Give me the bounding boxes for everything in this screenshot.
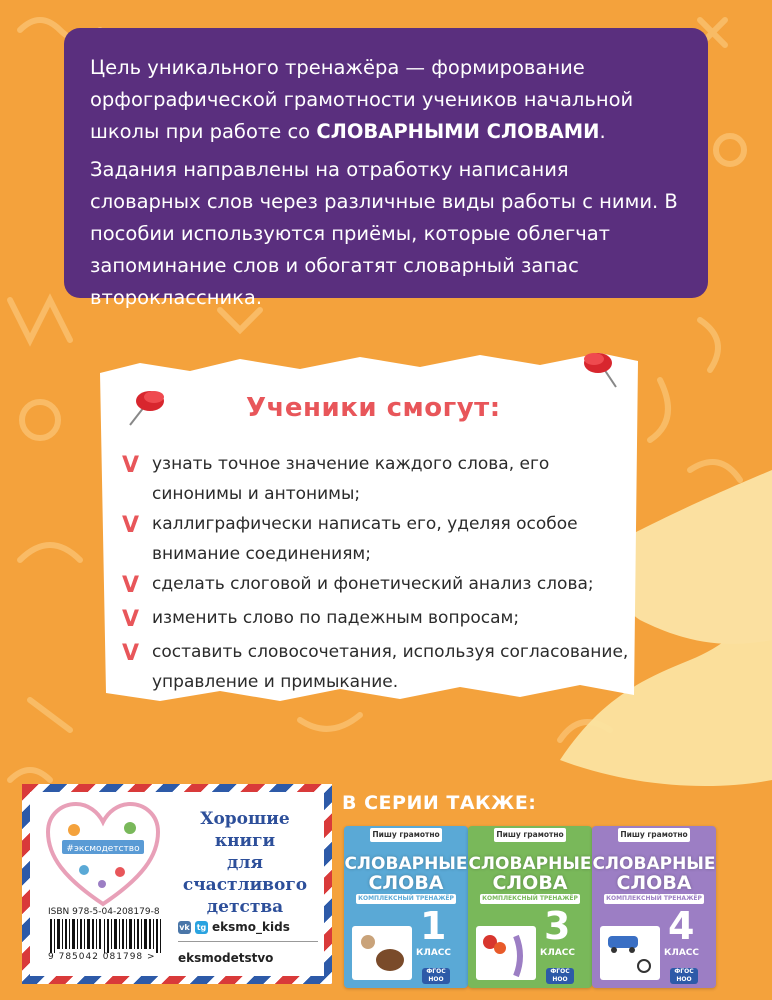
barcode-number: 9 785042 081798 > [48, 952, 156, 962]
book-illustration [476, 916, 536, 980]
book-illustration [600, 916, 660, 980]
check-icon: V [122, 641, 140, 666]
series-book-3[interactable]: Пишу грамотно СЛОВАРНЫЕ СЛОВА КОМПЛЕКСНЫЙ ТРЕНАЖЁР 3 КЛАСС ФГОС НОО [468, 826, 592, 988]
vk-icon: vk [179, 922, 190, 932]
list-item: V изменить слово по падежным вопросам; [122, 603, 632, 633]
barcode [48, 919, 168, 953]
check-icon: V [122, 513, 140, 538]
intro-box [64, 28, 708, 309]
series-book-1[interactable]: Пишу грамотно СЛОВАРНЫЕ СЛОВА КОМПЛЕКСНЫЙ ТРЕНАЖЁР 1 КЛАСС ФГОС НОО [344, 826, 468, 988]
site-link[interactable]: eksmodetstvo [178, 951, 274, 965]
list-item: V сделать слоговой и фонетический анализ слова; [122, 569, 632, 599]
telegram-icon: tg [196, 922, 207, 932]
heart-logo [44, 800, 162, 910]
divider [178, 941, 318, 942]
slogan: Хорошие книги для счастливого детства [182, 809, 308, 917]
series-heading: В СЕРИИ ТАКЖЕ: [342, 792, 537, 814]
isbn: ISBN 978-5-04-208179-8 [48, 907, 160, 917]
list-item: V составить словосочетания, используя согласование, управление и примыкание. [122, 641, 629, 692]
note-title: Ученики смогут: [246, 393, 501, 423]
check-icon: V [122, 607, 140, 632]
check-icon: V [122, 573, 140, 598]
logo-text: #эксмодетство [66, 844, 140, 854]
intro-paragraph-1: Цель уникального тренажёра — формирование орфографической грамотности учеников начальной школы при работе со СЛОВАРНЫМИ СЛОВАМИ. [90, 56, 634, 143]
fgos-badge: ФГОС НОО [546, 968, 574, 984]
list-item: V каллиграфически написать его, уделяя особое внимание соединениям; [122, 513, 578, 564]
check-icon: V [122, 453, 140, 478]
list-item: V узнать точное значение каждого слова, его синонимы и антонимы; [122, 453, 550, 504]
intro-paragraph-2: Задания направлены на отработку написания словарных слов через различные виды работы с ними. В пособии используются приёмы, которые облегчат запоминание слов и обогатят словарный запас второклассника. [90, 158, 678, 309]
pushpin-icon [124, 385, 174, 429]
publisher-stamp [22, 784, 332, 984]
pushpin-icon [574, 347, 624, 391]
social-handle[interactable]: vk tg eksmo_kids [179, 920, 290, 934]
book-illustration [352, 916, 412, 980]
social-links [178, 917, 318, 968]
fgos-badge: ФГОС НОО [422, 968, 450, 984]
skills-note [100, 345, 638, 703]
intro-bold-phrase: СЛОВАРНЫМИ СЛОВАМИ [316, 120, 600, 143]
fgos-badge: ФГОС НОО [670, 968, 698, 984]
series-book-4[interactable]: Пишу грамотно СЛОВАРНЫЕ СЛОВА КОМПЛЕКСНЫЙ ТРЕНАЖЁР 4 КЛАСС ФГОС НОО [592, 826, 716, 988]
